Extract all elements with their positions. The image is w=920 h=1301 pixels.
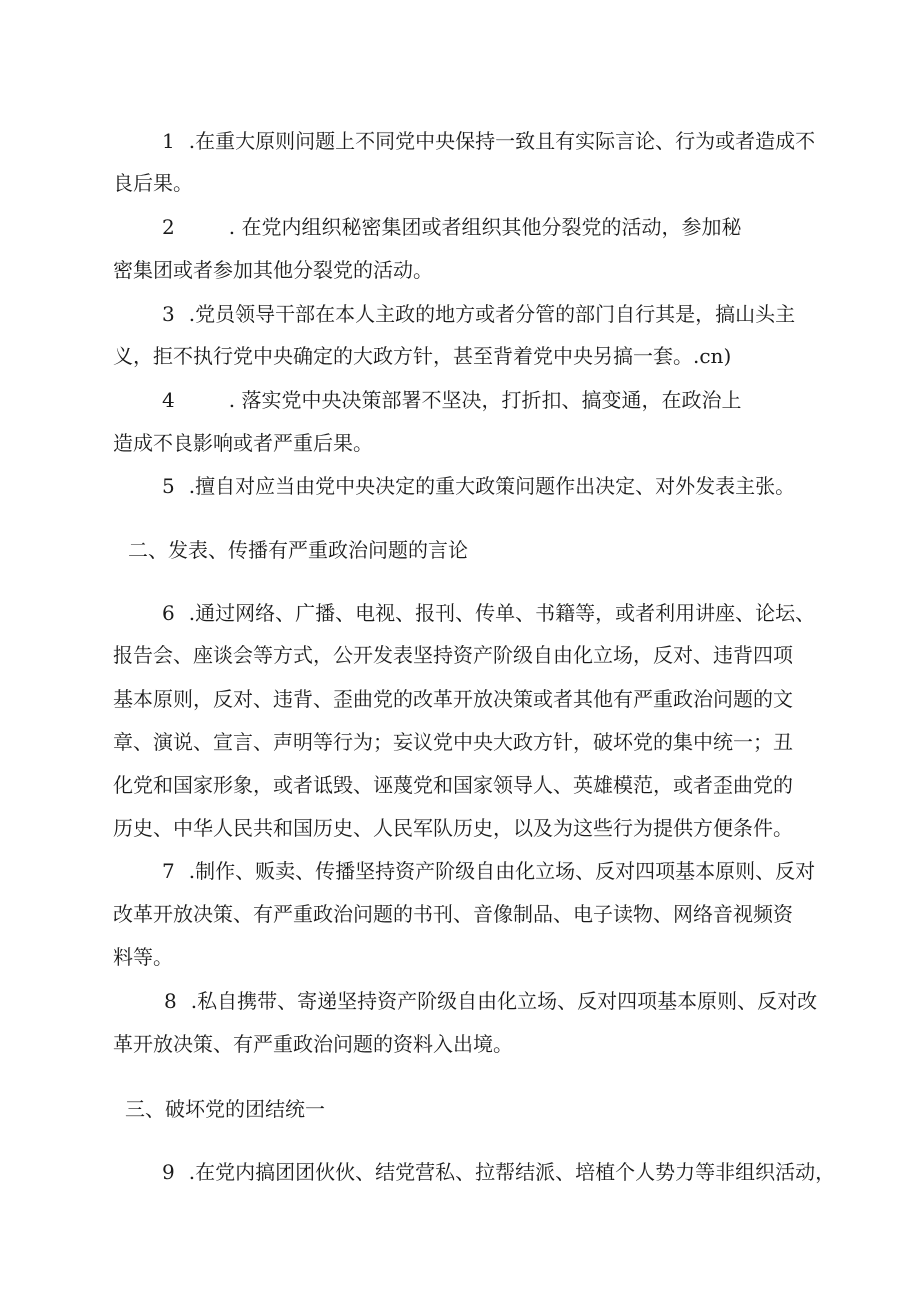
- item-8-text: .私自携带、寄递坚持资产阶级自由化立场、反对四项基本原则、反对改: [190, 989, 818, 1013]
- item-5-line-1: [162, 473, 795, 499]
- item-1-line-2: 良后果。: [113, 171, 193, 195]
- item-1-text: .在重大原则问题上不同党中央保持一致且有实际言论、行为或者造成不: [188, 129, 816, 153]
- item-7-number: 7: [162, 859, 175, 883]
- item-4-line-1: [162, 387, 741, 413]
- item-2-line-2: 密集团或者参加其他分裂党的活动。: [113, 258, 433, 282]
- item-7-line-2: 改革开放决策、有严重政治问题的书刊、音像制品、电子读物、网络音视频资: [113, 902, 793, 926]
- item-3-text: .党员领导干部在本人主政的地方或者分管的部门自行其是，搞山头主: [188, 302, 796, 326]
- item-6-line-1: [162, 600, 815, 626]
- item-2-text: . 在党内组织秘密集团或者组织其他分裂党的活动，参加秘: [228, 215, 742, 239]
- item-9-text: .在党内搞团团伙伙、结党营私、拉帮结派、培植个人势力等非组织活动，: [188, 1160, 836, 1184]
- item-1-number: 1: [162, 129, 175, 153]
- item-2-number: 2: [162, 215, 175, 239]
- section-2-heading: 二、发表、传播有严重政治问题的言论: [128, 538, 468, 562]
- item-9-line-1: [162, 1159, 835, 1185]
- item-6-line-2: 报告会、座谈会等方式，公开发表坚持资产阶级自由化立场，反对、违背四项: [113, 643, 793, 667]
- section-3-heading: 三、破坏党的团结统一: [125, 1097, 325, 1121]
- item-7-line-1: [162, 858, 815, 884]
- item-3-number: 3: [162, 302, 175, 326]
- item-6-line-6: 历史、中华人民共和国历史、人民军队历史，以及为这些行为提供方便条件。: [113, 816, 793, 840]
- item-4-line-2: 造成不良影响或者严重后果。: [113, 431, 373, 455]
- item-9-number: 9: [162, 1160, 175, 1184]
- item-3-line-1: [162, 301, 795, 327]
- item-4-number: 4: [162, 388, 175, 412]
- item-6-text: .通过网络、广播、电视、报刊、传单、书籍等，或者利用讲座、论坛、: [188, 601, 816, 625]
- item-7-text: .制作、贩卖、传播坚持资产阶级自由化立场、反对四项基本原则、反对: [188, 859, 816, 883]
- item-8-line-2: 革开放决策、有严重政治问题的资料入出境。: [113, 1032, 513, 1056]
- item-6-number: 6: [162, 601, 175, 625]
- item-8-line-1: [164, 988, 817, 1014]
- item-7-line-3: 料等。: [113, 945, 173, 969]
- item-6-line-5: 化党和国家形象，或者诋毁、诬蔑党和国家领导人、英雄模范，或者歪曲党的: [113, 773, 793, 797]
- item-6-line-3: 基本原则，反对、违背、歪曲党的改革开放决策或者其他有严重政治问题的文: [113, 687, 793, 711]
- item-4-text: . 落实党中央决策部署不坚决，打折扣、搞变通，在政治上: [228, 388, 742, 412]
- item-5-number: 5: [162, 474, 175, 498]
- item-6-line-4: 章、演说、宣言、声明等行为；妄议党中央大政方针，破坏党的集中统一；丑: [113, 730, 793, 754]
- item-5-text: .擅自对应当由党中央决定的重大政策问题作出决定、对外发表主张。: [188, 474, 796, 498]
- item-1-line-1: [162, 128, 815, 154]
- item-2-line-1: [162, 214, 741, 240]
- item-8-number: 8: [164, 989, 177, 1013]
- item-3-line-2: 义，拒不执行党中央确定的大政方针，甚至背着党中央另搞一套。.cn): [113, 344, 732, 368]
